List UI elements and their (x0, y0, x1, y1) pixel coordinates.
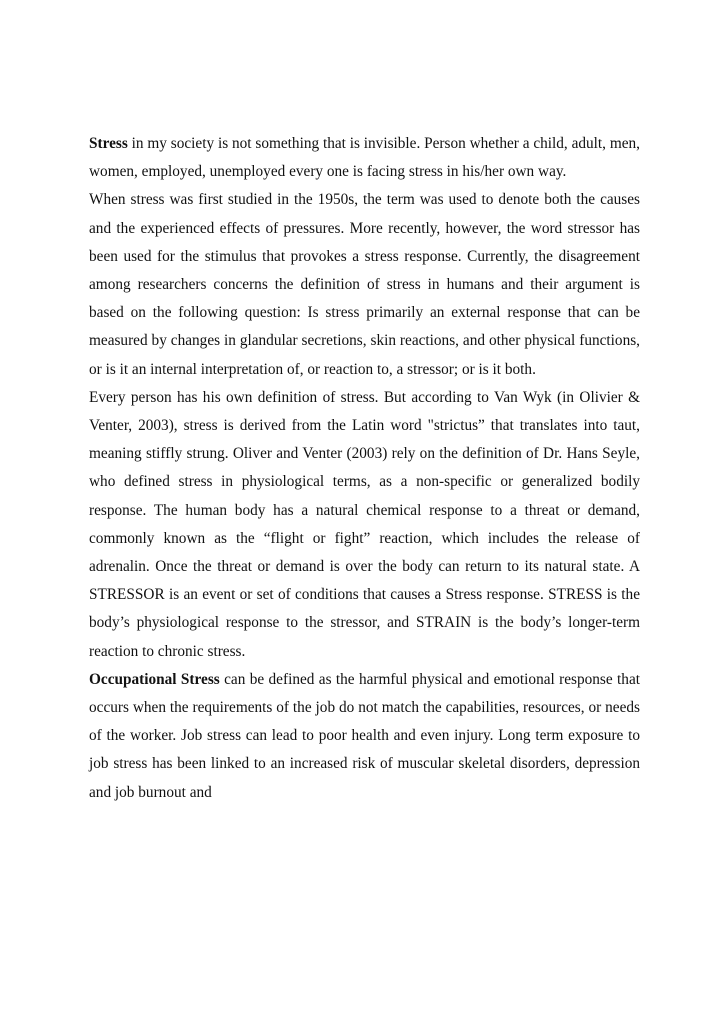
paragraph-text: can be defined as the harmful physical and emotional response that occurs when the requirements of the job do not match the capabilities, resources, or needs of the worker. Job stress can lead to poor health and even injury. Long term exposure to job stress has been linked to an increased risk of muscular skeletal disorders, depression and job burnout and (89, 670, 640, 801)
paragraph-text: When stress was first studied in the 1950s, the term was used to denote both the causes and the experienced effects of pressures. More recently, however, the word stressor has been used for the stimulus that provokes a stress response. Currently, the disagreement among researchers concerns the definition of stress in humans and their argument is based on the following question: Is stress primarily an external response that can be measured by changes in glandular secretions, skin reactions, and other physical functions, or is it an internal interpretation of, or reaction to, a stressor; or is it both. (89, 191, 640, 378)
document-body (89, 130, 640, 807)
term-stress: Stress (89, 135, 128, 152)
paragraph-stress-history (89, 186, 640, 383)
paragraph-stress-intro (89, 130, 640, 186)
paragraph-text: in my society is not something that is invisible. Person whether a child, adult, men, women, employed, unemployed every one is facing stress in his/her own way. (89, 135, 640, 181)
paragraph-occupational-stress (89, 666, 640, 807)
paragraph-text: Every person has his own definition of stress. But according to Van Wyk (in Olivier & Venter, 2003), stress is derived from the Latin word "strictus” that translates into taut, meaning stiffly strung. Oliver and Venter (2003) rely on the definition of Dr. Hans Seyle, who defined stress in physiological terms, as a non-specific or generalized bodily response. The human body has a natural chemical response to a threat or demand, commonly known as the “flight or fight” reaction, which includes the release of adrenalin. Once the threat or demand is over the body can return to its natural state. A STRESSOR is an event or set of conditions that causes a Stress response. STRESS is the body’s physiological response to the stressor, and STRAIN is the body’s longer-term reaction to chronic stress. (89, 388, 640, 660)
term-occupational-stress: Occupational Stress (89, 670, 220, 688)
paragraph-stress-definition (89, 384, 640, 666)
